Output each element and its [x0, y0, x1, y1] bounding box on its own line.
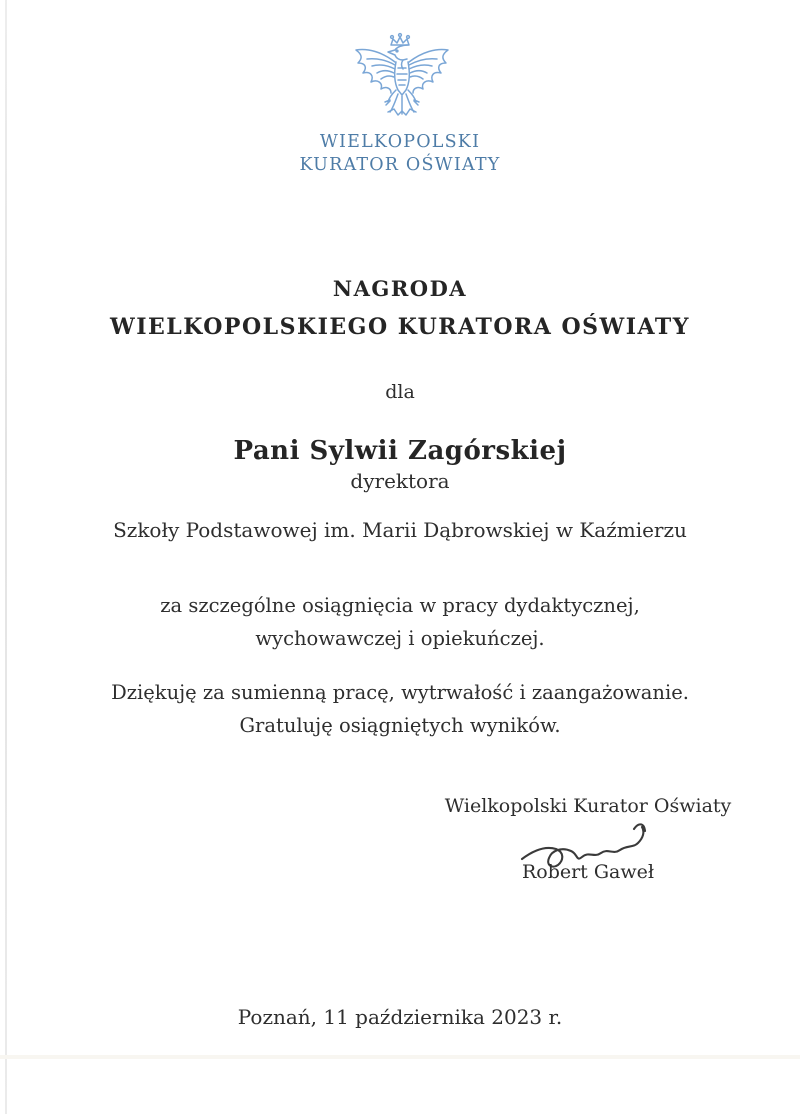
- issuer-name-line2: KURATOR OŚWIATY: [299, 155, 501, 175]
- thanks-line1: Dziękuję za sumienną pracę, wytrwałość i zaangażowanie.: [111, 681, 689, 704]
- issuer-name-line1: WIELKOPOLSKI: [319, 132, 481, 152]
- thanks-line2: Gratuluję osiągniętych wyników.: [239, 714, 561, 737]
- preposition-dla: dla: [385, 381, 415, 403]
- award-title-line2: WIELKOPOLSKIEGO KURATORA OŚWIATY: [110, 314, 690, 340]
- award-title-line1: NAGRODA: [332, 276, 468, 301]
- award-reason-paragraph: [0, 589, 800, 655]
- recipient-school: Szkoły Podstawowej im. Marii Dąbrowskiej w Kaźmierzu: [113, 518, 687, 542]
- signature-block: [438, 795, 738, 883]
- issuer-name: [0, 131, 800, 177]
- award-reason-line1: za szczególne osiągnięcia w pracy dydaktycznej,: [160, 594, 640, 617]
- signer-title: Wielkopolski Kurator Oświaty: [444, 795, 732, 817]
- thanks-paragraph: [0, 676, 800, 742]
- award-reason-line2: wychowawczej i opiekuńczej.: [255, 627, 545, 650]
- scan-artifact-band: [0, 1055, 800, 1059]
- recipient-role: dyrektora: [350, 469, 450, 493]
- signer-name: Robert Gaweł: [521, 861, 655, 883]
- place-date-line: Poznań, 11 października 2023 r.: [237, 1005, 563, 1029]
- polish-eagle-emblem-icon: [350, 32, 450, 126]
- recipient-name: Pani Sylwii Zagórskiej: [233, 436, 567, 466]
